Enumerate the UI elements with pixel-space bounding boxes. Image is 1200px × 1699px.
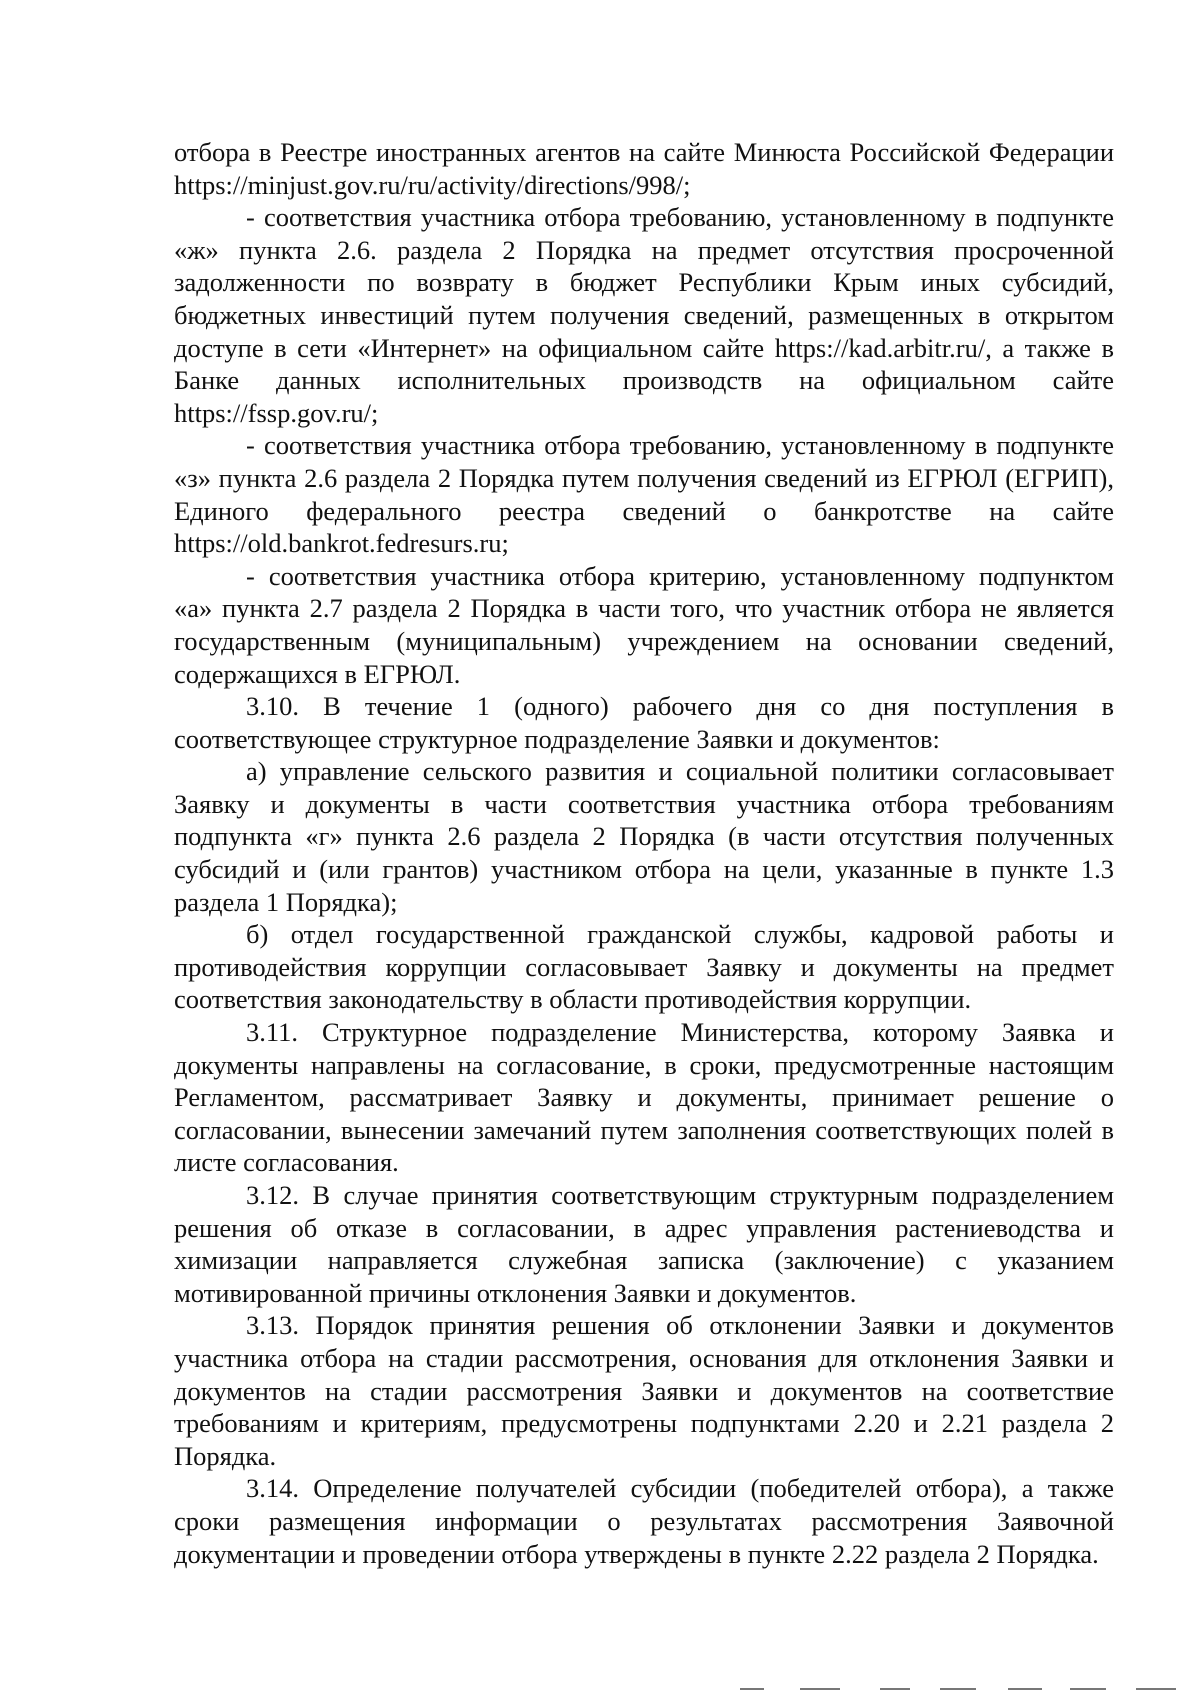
paragraph-item-criterion: - соответствия участника отбора критерию, установленному подпунктом «а» пункта 2.7 раздела 2 Порядка в части того, что участник отбора не является государственным (муниципальным) учреждением на основании сведений, содержащихся в ЕГРЮЛ. <box>174 560 1114 689</box>
scan-mark <box>1136 1688 1176 1690</box>
scan-mark <box>880 1688 910 1690</box>
scan-artifact-marks <box>740 1688 1200 1692</box>
scan-mark <box>1008 1688 1042 1690</box>
paragraph-3-10-b: б) отдел государственной гражданской службы, кадровой работы и противодействия коррупции согласовывает Заявку и документы на предмет соответствия законодательству в области противодействия коррупции. <box>174 919 1114 1015</box>
paragraph-continuation: отбора в Реестре иностранных агентов на сайте Минюста Российской Федерации https://minjust.gov.ru/ru/activity/directions/998/; <box>174 137 1114 200</box>
scan-mark <box>940 1688 976 1690</box>
document-page <box>174 136 1114 1570</box>
paragraph-3-14: 3.14. Определение получателей субсидии (победителей отбора), а также сроки размещения информации о результатах рассмотрения Заявочной документации и проведении отбора утверждены в пункте 2.22 раздела 2 Порядка. <box>174 1473 1114 1569</box>
paragraph-3-10: 3.10. В течение 1 (одного) рабочего дня со дня поступления в соответствующее структурное подразделение Заявки и документов: <box>174 691 1114 754</box>
scan-mark <box>800 1688 840 1690</box>
paragraph-3-10-a: а) управление сельского развития и социальной политики согласовывает Заявку и документы в части соответствия участника отбора требованиям подпункта «г» пункта 2.6 раздела 2 Порядка (в части отсутствия полученных субсидий и (или грантов) участником отбора на цели, указанные в пункте 1.3 раздела 1 Порядка); <box>174 756 1114 917</box>
paragraph-3-13: 3.13. Порядок принятия решения об отклонении Заявки и документов участника отбора на стадии рассмотрения, основания для отклонения Заявки и документов на стадии рассмотрения Заявки и документов на соответствие требованиям и критериям, предусмотрены подпунктами 2.20 и 2.21 раздела 2 Порядка. <box>174 1310 1114 1471</box>
paragraph-item-minjust-debt: - соответствия участника отбора требованию, установленному в подпункте «ж» пункта 2.6. раздела 2 Порядка на предмет отсутствия просроченной задолженности по возврату в бюджет Республики Крым иных субсидий, бюджетных инвестиций путем получения сведений, размещенных в открытом доступе в сети «Интернет» на официальном сайте https://kad.arbitr.ru/, а также в Банке данных исполнительных производств на официальном сайте https://fssp.gov.ru/; <box>174 202 1114 428</box>
scan-mark <box>740 1688 764 1690</box>
paragraph-3-11: 3.11. Структурное подразделение Министерства, которому Заявка и документы направлены на согласование, в сроки, предусмотренные настоящим Регламентом, рассматривает Заявку и документы, принимает решение о согласовании, вынесении замечаний путем заполнения соответствующих полей в листе согласования. <box>174 1017 1114 1178</box>
paragraph-3-12: 3.12. В случае принятия соответствующим структурным подразделением решения об отказе в согласовании, в адрес управления растениеводства и химизации направляется служебная записка (заключение) с указанием мотивированной причины отклонения Заявки и документов. <box>174 1180 1114 1308</box>
scan-mark <box>1070 1688 1106 1690</box>
paragraph-item-bankruptcy: - соответствия участника отбора требованию, установленному в подпункте «з» пункта 2.6 раздела 2 Порядка путем получения сведений из ЕГРЮЛ (ЕГРИП), Единого федерального реестра сведений о банкротстве на сайте https://old.bankrot.fedresurs.ru; <box>174 430 1114 559</box>
